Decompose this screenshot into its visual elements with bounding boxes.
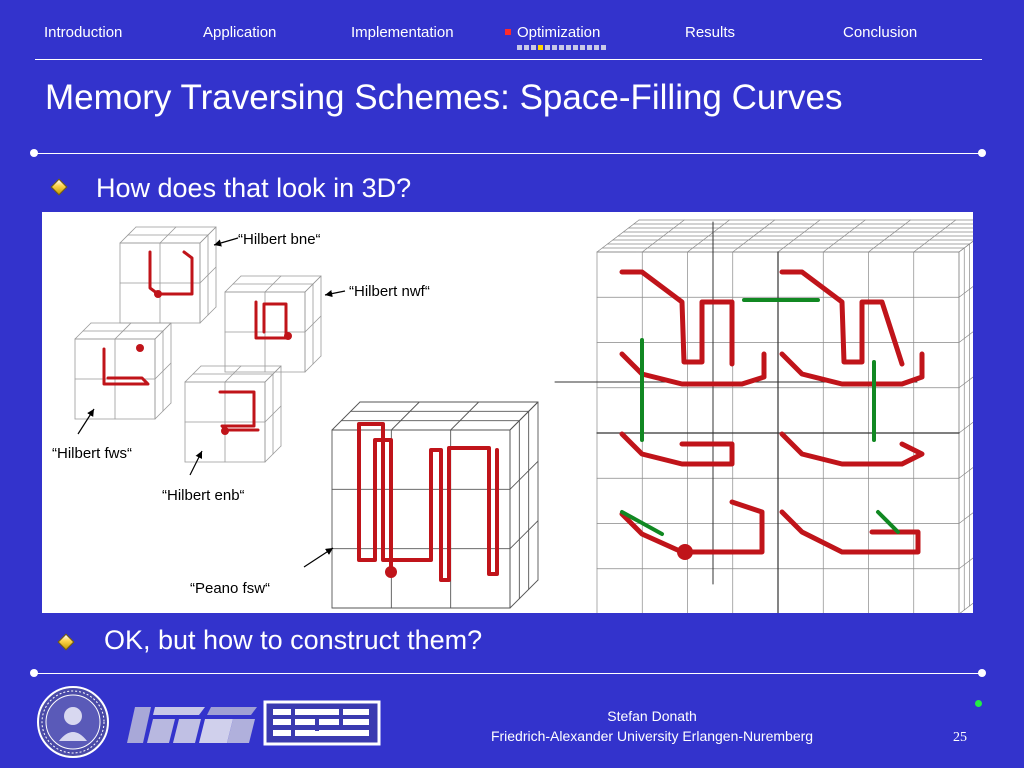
curve-start-dot xyxy=(154,290,162,298)
progress-square xyxy=(545,45,550,50)
curve-start-dot xyxy=(136,344,144,352)
peano-cube xyxy=(332,402,538,608)
label-arrows xyxy=(78,238,345,567)
page-number: 25 xyxy=(953,730,967,745)
small-hilbert-cubes xyxy=(75,227,321,462)
large-hilbert-cube xyxy=(555,220,973,613)
pointer-arrow xyxy=(325,291,345,295)
section-navigation xyxy=(0,24,1024,54)
label-hilbert-enb: “Hilbert enb“ xyxy=(162,487,245,504)
pointer-arrow xyxy=(78,409,94,434)
progress-square xyxy=(559,45,564,50)
label-hilbert-bne: “Hilbert bne“ xyxy=(238,231,321,248)
header-divider xyxy=(35,59,982,60)
divider-end-dot-right xyxy=(978,669,986,677)
cube-hilbert-nwf xyxy=(225,276,321,372)
progress-square xyxy=(601,45,606,50)
section-progress-indicator xyxy=(517,45,606,51)
slide-title: Memory Traversing Schemes: Space-Filling Curves xyxy=(45,78,843,117)
progress-square xyxy=(552,45,557,50)
cube-hilbert-enb xyxy=(185,366,281,462)
bullet-diamond-icon xyxy=(58,634,75,651)
nav-introduction[interactable]: Introduction xyxy=(44,24,123,41)
nav-implementation[interactable]: Implementation xyxy=(351,24,454,41)
footer-divider xyxy=(35,673,982,674)
pointer-arrow xyxy=(190,451,202,475)
curve-start-dot xyxy=(677,544,693,560)
divider-end-dot-left xyxy=(30,149,38,157)
bullet-text-1: How does that look in 3D? xyxy=(96,173,412,203)
nav-optimization[interactable] xyxy=(505,24,600,41)
nav-optimization-label: Optimization xyxy=(517,24,601,41)
curves-illustration xyxy=(42,212,973,613)
progress-square xyxy=(587,45,592,50)
curve-start-dot xyxy=(284,332,292,340)
curve-start-dot xyxy=(221,427,229,435)
pointer-arrow xyxy=(214,238,238,245)
label-hilbert-nwf: “Hilbert nwf“ xyxy=(349,283,430,300)
nav-results[interactable]: Results xyxy=(685,24,736,41)
cube-hilbert-bne xyxy=(120,227,216,323)
footer-attribution xyxy=(450,706,854,746)
progress-square xyxy=(531,45,536,50)
divider-end-dot-right xyxy=(978,149,986,157)
pointer-arrow xyxy=(304,548,333,567)
progress-square xyxy=(517,45,522,50)
progress-square xyxy=(573,45,578,50)
label-hilbert-fws: “Hilbert fws“ xyxy=(52,445,133,462)
lss-logo xyxy=(127,707,257,743)
university-seal-logo xyxy=(38,687,108,757)
bullet-text-2: OK, but how to construct them? xyxy=(104,625,483,655)
author-name: Stefan Donath xyxy=(607,708,697,724)
progress-square xyxy=(524,45,529,50)
nav-conclusion[interactable]: Conclusion xyxy=(843,24,918,41)
cube-hilbert-fws xyxy=(75,323,171,419)
status-dot xyxy=(975,700,982,707)
progress-square xyxy=(566,45,571,50)
affiliation: Friedrich-Alexander University Erlangen-Nuremberg xyxy=(490,728,814,744)
progress-square xyxy=(538,45,543,50)
active-section-marker xyxy=(505,29,511,35)
footer-logos xyxy=(35,685,385,759)
progress-square xyxy=(594,45,599,50)
curve-start-dot xyxy=(385,566,397,578)
label-peano-fsw: “Peano fsw“ xyxy=(190,580,271,597)
progress-square xyxy=(580,45,585,50)
divider-end-dot-left xyxy=(30,669,38,677)
bullet-diamond-icon xyxy=(51,179,68,196)
space-filling-curves-figure xyxy=(42,212,973,613)
nav-application[interactable]: Application xyxy=(203,24,277,41)
title-divider xyxy=(35,153,982,154)
rrze-logo xyxy=(265,702,379,744)
